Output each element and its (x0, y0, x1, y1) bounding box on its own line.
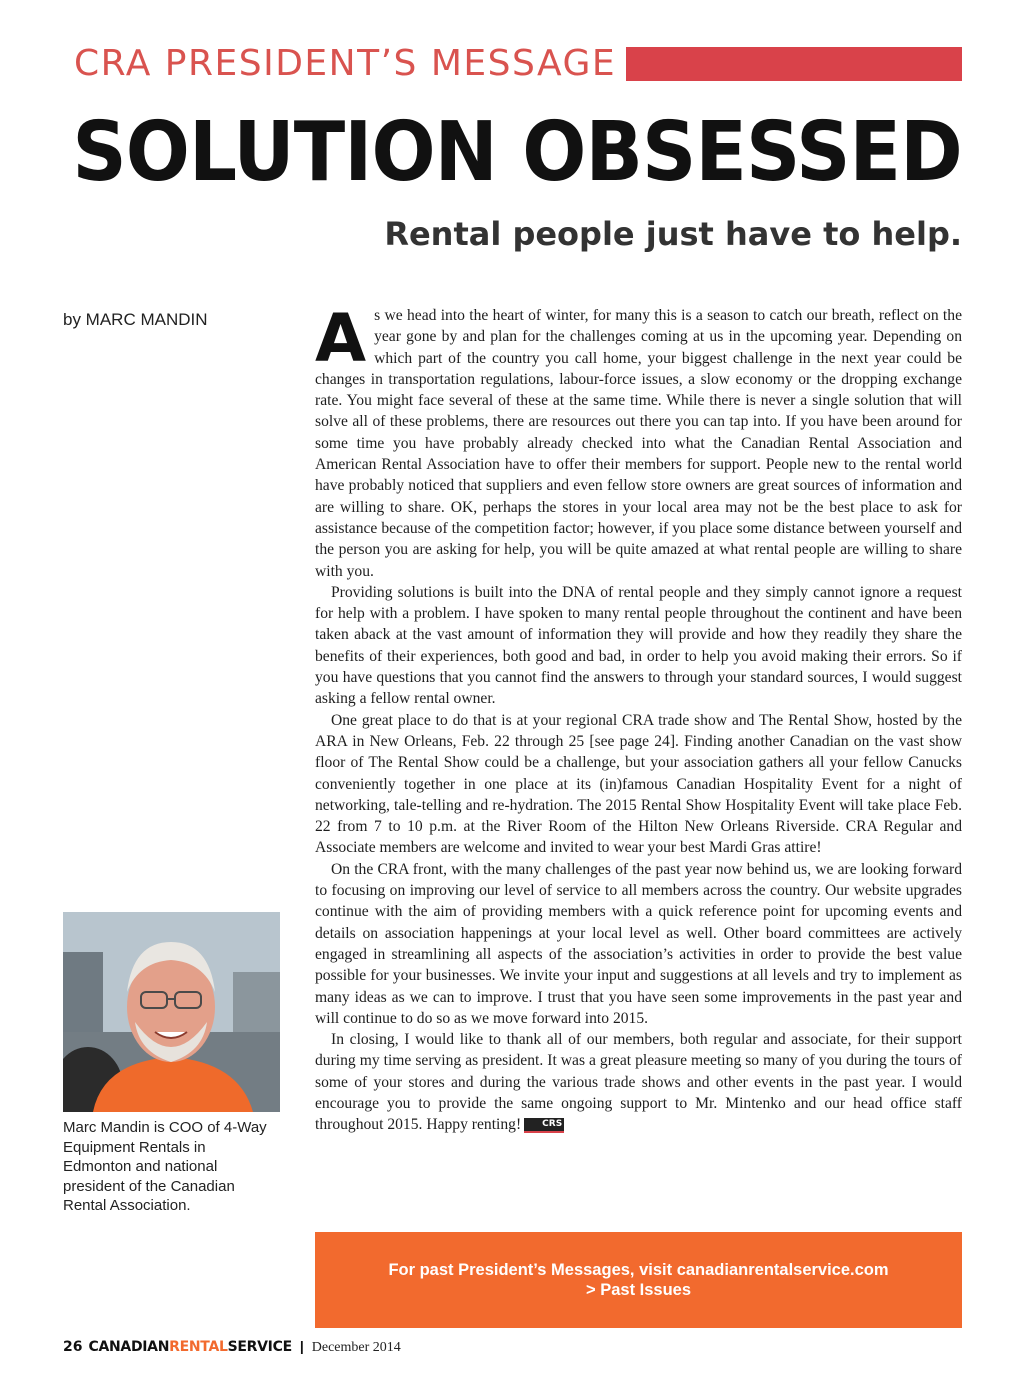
article-paragraph: On the CRA front, with the many challenges of the past year now behind us, we are looking forward to focusing on improving our level of service to all members across the country. Our website upgrades continue with the aim of providing members with a quick reference point for upcoming events and details on association happenings at your local level as well. Other board committees are actively engaged in streamlining all aspects of the association’s activities in order to provide the best value possible for your businesses. We invite your input and suggestions at all levels and try to implement as many ideas as we can to improve. I trust that you have seen some improvements in the past year and will continue to do so as we move forward into 2015. (315, 860, 962, 1027)
article-paragraph: Providing solutions is built into the DNA of rental people and they simply cannot ignore a request for help with a problem. I have spoken to many rental people throughout the continent and have been taken aback at the vast amount of information they will provide and how they readily they share the benefits of their experiences, both good and bad, in order to help you avoid making their errors. So if you have questions that you cannot find the answers to through your standard sources, I would suggest asking a fellow rental owner. (315, 583, 962, 708)
crs-end-mark-icon: CRS (524, 1118, 564, 1133)
past-messages-promo[interactable] (315, 1232, 962, 1328)
issue-date: December 2014 (311, 1340, 401, 1355)
section-header (74, 40, 962, 88)
byline: by MARC MANDIN (63, 310, 208, 329)
paragraph-text: s we head into the heart of winter, for many this is a season to catch our breath, reflect on the year gone by and plan for the challenges coming at us in the upcoming year. Depending on which part of the country you call home, your biggest challenge in the next year could be changes in transportation regulations, labour-force issues, a slow economy or the dropping exchange rate. You might face several of these at the same time. While there is never a single solution that will solve all of these problems, there are resources out there you can tap into. If you have been around for some time you have probably already checked into what the Canadian Rental Association and American Rental Association have to offer their members for support. People new to the rental world have probably noticed that suppliers and even fellow store owners are great sources of information and are willing to share. OK, perhaps the stores in your local area may not be the best place to ask for assistance because of the competition factor; however, if you place some distance between yourself and the person you are asking for help, you will be quite amazed at what rental people are willing to share with you. (315, 307, 962, 580)
magazine-name-part3: SERVICE (227, 1339, 292, 1355)
footer-separator: | (299, 1338, 304, 1354)
promo-line-1[interactable]: For past President’s Messages, visit canadianrentalservice.com (388, 1261, 889, 1279)
drop-cap: A (315, 300, 367, 377)
magazine-name-part2: RENTAL (169, 1339, 228, 1355)
section-accent-bar (626, 47, 962, 81)
author-photo (63, 912, 280, 1112)
page-number: 26 (63, 1339, 83, 1355)
section-title: CRA PRESIDENT’S MESSAGE (74, 43, 617, 84)
paragraph-text: In closing, I would like to thank all of our members, both regular and associate, for their support during my time serving as president. It was a great pleasure meeting so many of you during the tours of some of your stores and during the various trade shows and other events in the past year. I would encourage you to provide the same ongoing support to Mr. Mintenko and our head office staff throughout 2015. Happy renting! (315, 1031, 962, 1134)
author-portrait-illustration (63, 912, 280, 1112)
article-paragraph (315, 300, 962, 582)
subheadline: Rental people just have to help. (384, 215, 962, 253)
headline: SOLUTION OBSESSED (72, 105, 962, 200)
article-paragraph (315, 1029, 962, 1135)
magazine-name-part1: CANADIAN (88, 1339, 170, 1355)
photo-caption: Marc Mandin is COO of 4-Way Equipment Rentals in Edmonton and national president of the Canadian Rental Association. (63, 1119, 267, 1214)
promo-line-2[interactable]: > Past Issues (585, 1281, 692, 1299)
article-paragraph: One great place to do that is at your regional CRA trade show and The Rental Show, hosted by the ARA in New Orleans, Feb. 22 through 25 [see page 24]. Finding another Canadian on the vast show floor of The Rental Show could be a challenge, but your association gathers all your fellow Canucks conveniently together in one place at its (in)famous Canadian Hospitality Event for a night of networking, tale-telling and re-hydration. The 2015 Rental Show Hospitality Event will take place Feb. 22 from 7 to 10 p.m. at the River Room of the Hilton New Orleans Riverside. CRA Regular and Associate members are welcome and invited to wear your best Mardi Gras attire! (315, 711, 962, 857)
page-footer (63, 1338, 401, 1358)
article-body (315, 300, 962, 1136)
